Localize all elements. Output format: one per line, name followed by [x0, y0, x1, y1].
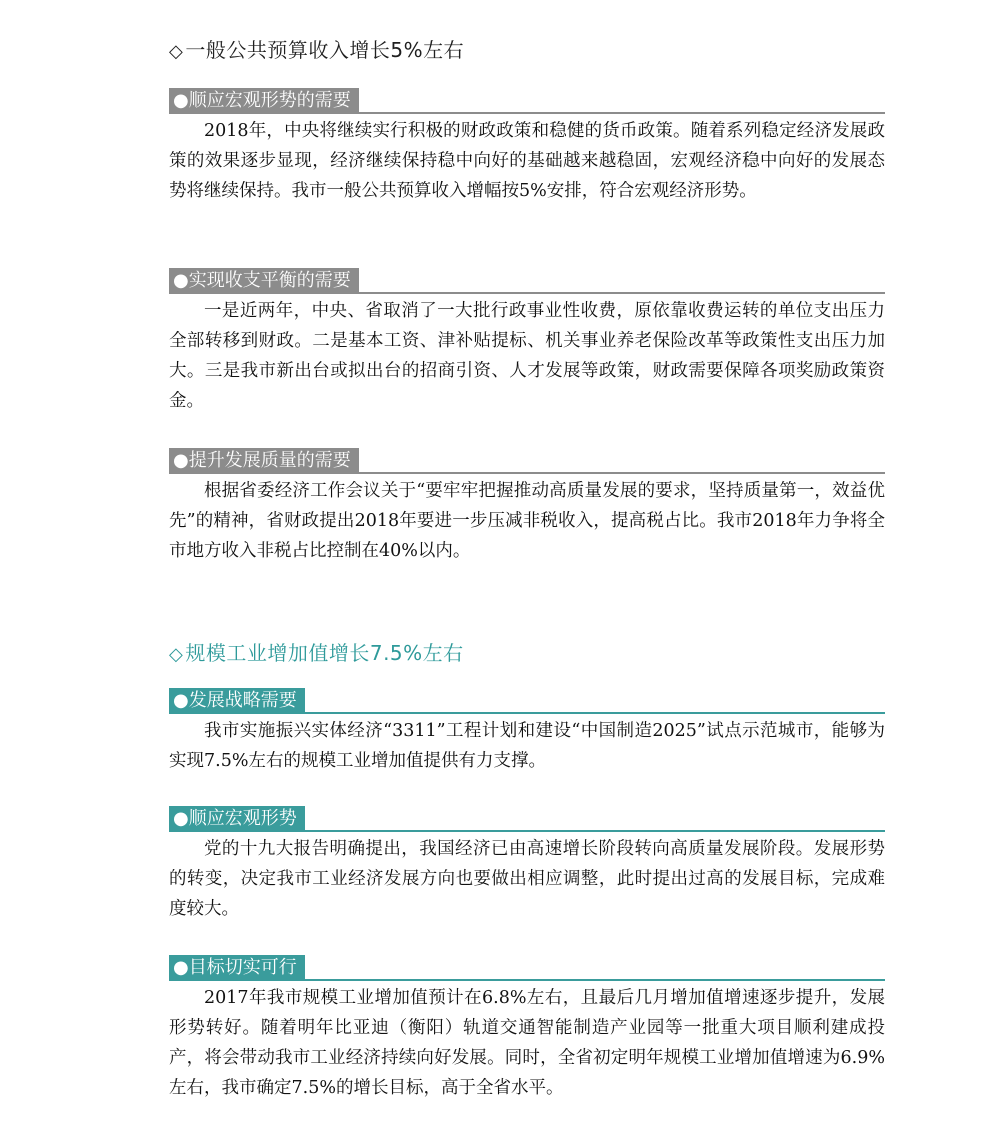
block-paragraph: 2017年我市规模工业增加值预计在6.8%左右，且最后几月增加值增速逐步提升，发展形势转好。随着明年比亚迪（衡阳）轨道交通智能制造产业园等一批重大项目顺利建成投产，将会带动我市工业经济持续向好发展。同时，全省初定明年规模工业增加值增速为6.9%左右，我市确定7.5%的增长目标，高于全省水平。: [169, 988, 885, 1098]
block-heading: ●发展战略需要: [169, 688, 305, 713]
section-2-block-2: [169, 806, 885, 924]
section-2-block-3: [169, 955, 885, 1103]
bullet-icon: ●: [173, 808, 189, 829]
block-paragraph: 一是近两年，中央、省取消了一大批行政事业性收费，原依靠收费运转的单位支出压力全部转移到财政。二是基本工资、津补贴提标、机关事业养老保险改革等政策性支出压力加大。三是我市新出台或拟出台的招商引资、人才发展等政策，财政需要保障各项奖励政策资金。: [169, 301, 885, 411]
block-heading: ●顺应宏观形势的需要: [169, 88, 359, 113]
bullet-icon: ●: [173, 957, 189, 978]
bullet-icon: ●: [173, 90, 189, 111]
section-1-title: ◇ 一般公共预算收入增长5%左右: [169, 38, 465, 62]
diamond-icon: ◇: [169, 41, 184, 62]
section-1-block-3: [169, 448, 885, 566]
block-heading: ●目标切实可行: [169, 955, 305, 980]
diamond-icon: ◇: [169, 644, 184, 665]
bullet-icon: ●: [173, 450, 189, 471]
block-heading: ●提升发展质量的需要: [169, 448, 359, 473]
block-paragraph: 我市实施振兴实体经济“3311”工程计划和建设“中国制造2025”试点示范城市，能够为实现7.5%左右的规模工业增加值提供有力支撑。: [169, 721, 885, 771]
bullet-icon: ●: [173, 690, 189, 711]
section-2-block-1: [169, 688, 885, 776]
section-1-block-1: [169, 88, 885, 206]
block-paragraph: 根据省委经济工作会议关于“要牢牢把握推动高质量发展的要求，坚持质量第一，效益优先”的精神，省财政提出2018年要进一步压减非税收入，提高税占比。我市2018年力争将全市地方收入非税占比控制在40%以内。: [169, 481, 885, 561]
bullet-icon: ●: [173, 270, 189, 291]
section-2-title: ◇ 规模工业增加值增长7.5%左右: [169, 641, 464, 665]
block-heading: ●实现收支平衡的需要: [169, 268, 359, 293]
block-paragraph: 2018年，中央将继续实行积极的财政政策和稳健的货币政策。随着系列稳定经济发展政策的效果逐步显现，经济继续保持稳中向好的基础越来越稳固，宏观经济稳中向好的发展态势将继续保持。我市一般公共预算收入增幅按5%安排，符合宏观经济形势。: [169, 121, 885, 201]
block-paragraph: 党的十九大报告明确提出，我国经济已由高速增长阶段转向高质量发展阶段。发展形势的转变，决定我市工业经济发展方向也要做出相应调整，此时提出过高的发展目标，完成难度较大。: [169, 839, 885, 919]
section-1-block-2: [169, 268, 885, 416]
block-heading: ●顺应宏观形势: [169, 806, 305, 831]
